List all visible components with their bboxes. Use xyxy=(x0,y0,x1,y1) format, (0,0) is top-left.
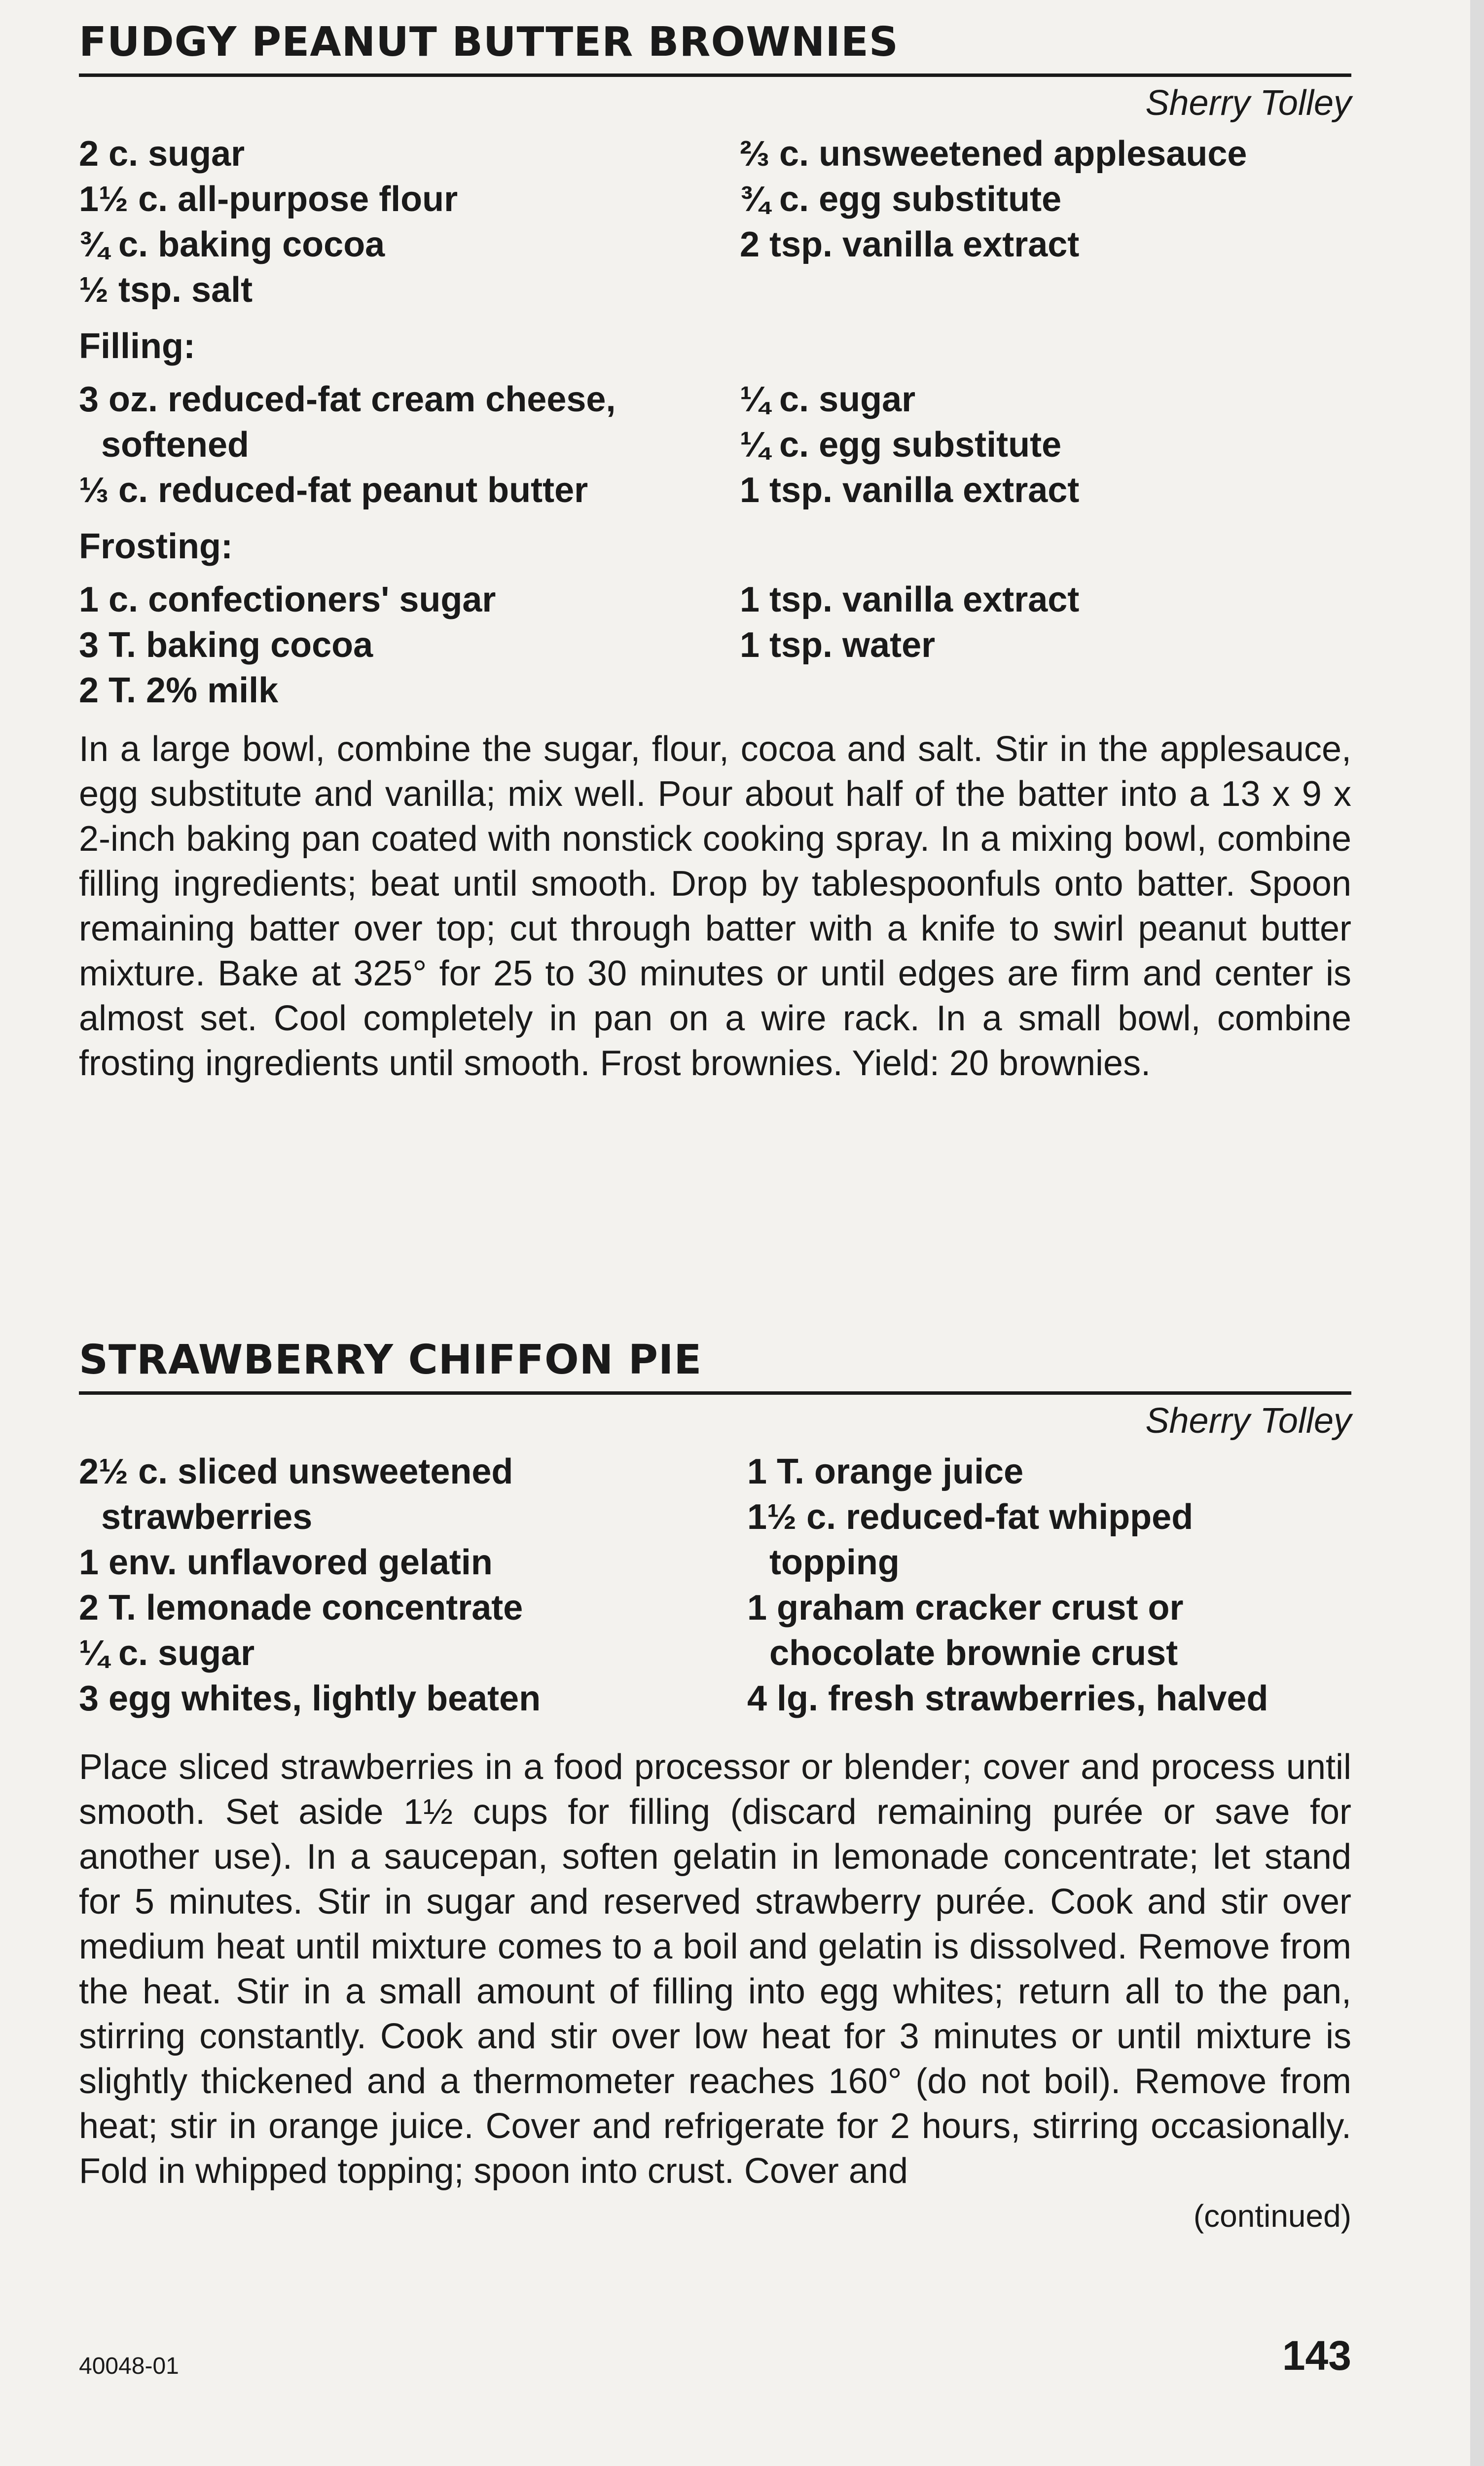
ingredient: 2 tsp. vanilla extract xyxy=(740,225,1080,264)
ingredient: 1 T. orange juice xyxy=(747,1452,1024,1491)
ingredient: ¼ c. egg substitute xyxy=(740,425,1062,465)
recipe-title: FUDGY PEANUT BUTTER BROWNIES xyxy=(79,19,1351,77)
frosting-heading: Frosting: xyxy=(79,527,233,566)
ingredient: 2 c. sugar xyxy=(79,134,245,174)
ingredient: 1 graham cracker crust or xyxy=(747,1588,1184,1628)
ingredient: 2 T. lemonade concentrate xyxy=(79,1588,523,1628)
recipe-title: STRAWBERRY CHIFFON PIE xyxy=(79,1337,1351,1395)
ingredient: chocolate brownie crust xyxy=(769,1633,1178,1673)
ingredient: ¾ c. egg substitute xyxy=(740,180,1062,219)
ingredient: ⅔ c. unsweetened applesauce xyxy=(740,134,1247,174)
ingredient: 1 tsp. water xyxy=(740,625,936,665)
ingredients-left xyxy=(79,131,740,313)
ingredient: 1 env. unflavored gelatin xyxy=(79,1543,493,1582)
ingredient: 2½ c. sliced unsweetened xyxy=(79,1452,513,1491)
ingredient: 3 T. baking cocoa xyxy=(79,625,373,665)
filling-list xyxy=(79,377,1351,513)
ingredient: 1 tsp. vanilla extract xyxy=(740,471,1080,510)
recipe-fudgy-brownies xyxy=(79,19,1351,1086)
ingredient: 1½ c. reduced-fat whipped xyxy=(747,1497,1194,1537)
ingredients-list xyxy=(79,1449,1351,1721)
recipe-directions: In a large bowl, combine the sugar, flour, cocoa and salt. Stir in the applesauce, egg substitute and vanilla; mix well. Pour about half of the batter into a 13 x 9 x 2-inch baking pan coated with nonstick cooking spray. In a mixing bowl, combine filling ingredients; beat until smooth. Drop by tablespoonfuls onto batter. Spoon remaining batter over top; cut through batter with a knife to swirl peanut butter mixture. Bake at 325° for 25 to 30 minutes or until edges are firm and center is almost set. Cool completely in pan on a wire rack. In a small bowl, combine frosting ingredients until smooth. Frost brownies. Yield: 20 brownies. xyxy=(79,729,1351,1083)
cookbook-page xyxy=(79,0,1351,2466)
recipe-strawberry-pie xyxy=(79,1337,1351,2234)
filling-right xyxy=(740,377,1351,513)
page-number: 143 xyxy=(1282,2332,1351,2379)
frosting-right xyxy=(740,577,1351,713)
ingredient: 4 lg. fresh strawberries, halved xyxy=(747,1679,1268,1718)
filling-left xyxy=(79,377,740,513)
ingredient: 3 egg whites, lightly beaten xyxy=(79,1679,541,1718)
print-code: 40048-01 xyxy=(79,2353,179,2379)
ingredients-list xyxy=(79,131,1351,313)
ingredients-left xyxy=(79,1449,747,1721)
ingredient: ½ tsp. salt xyxy=(79,270,253,310)
ingredient: topping xyxy=(769,1543,900,1582)
page-binding-edge xyxy=(1470,0,1484,2466)
ingredient: ¼ c. sugar xyxy=(79,1633,255,1673)
ingredient: 1½ c. all-purpose flour xyxy=(79,180,458,219)
ingredient: strawberries xyxy=(101,1497,313,1537)
frosting-left xyxy=(79,577,740,713)
ingredient: softened xyxy=(101,425,250,465)
ingredient: 2 T. 2% milk xyxy=(79,671,279,710)
recipe-author: Sherry Tolley xyxy=(1145,83,1351,123)
continued-note: (continued) xyxy=(1193,2198,1351,2234)
ingredient: ¼ c. sugar xyxy=(740,380,916,419)
ingredients-right xyxy=(747,1449,1351,1721)
ingredient: 1 tsp. vanilla extract xyxy=(740,580,1080,619)
frosting-list xyxy=(79,577,1351,713)
ingredient: 1 c. confectioners' sugar xyxy=(79,580,496,619)
filling-heading: Filling: xyxy=(79,326,195,366)
ingredients-right xyxy=(740,131,1351,313)
recipe-author: Sherry Tolley xyxy=(1145,1401,1351,1441)
recipe-directions: Place sliced strawberries in a food processor or blender; cover and process until smooth. Set aside 1½ cups for filling (discard remaining purée or save for another use). In a saucepan, soften gelatin in lemonade concentrate; let stand for 5 minutes. Stir in sugar and reserved strawberry purée. Cook and stir over medium heat until mixture comes to a boil and gelatin is dissolved. Remove from the heat. Stir in a small amount of filling into egg whites; return all to the pan, stirring constantly. Cook and stir over low heat for 3 minutes or until mixture is slightly thickened and a thermometer reaches 160° (do not boil). Remove from heat; stir in orange juice. Cover and refrigerate for 2 hours, stirring occasionally. Fold in whipped topping; spoon into crust. Cover and xyxy=(79,1747,1351,2191)
ingredient: ⅓ c. reduced-fat peanut butter xyxy=(79,471,588,510)
ingredient: ¾ c. baking cocoa xyxy=(79,225,385,264)
ingredient: 3 oz. reduced-fat cream cheese, xyxy=(79,380,616,419)
